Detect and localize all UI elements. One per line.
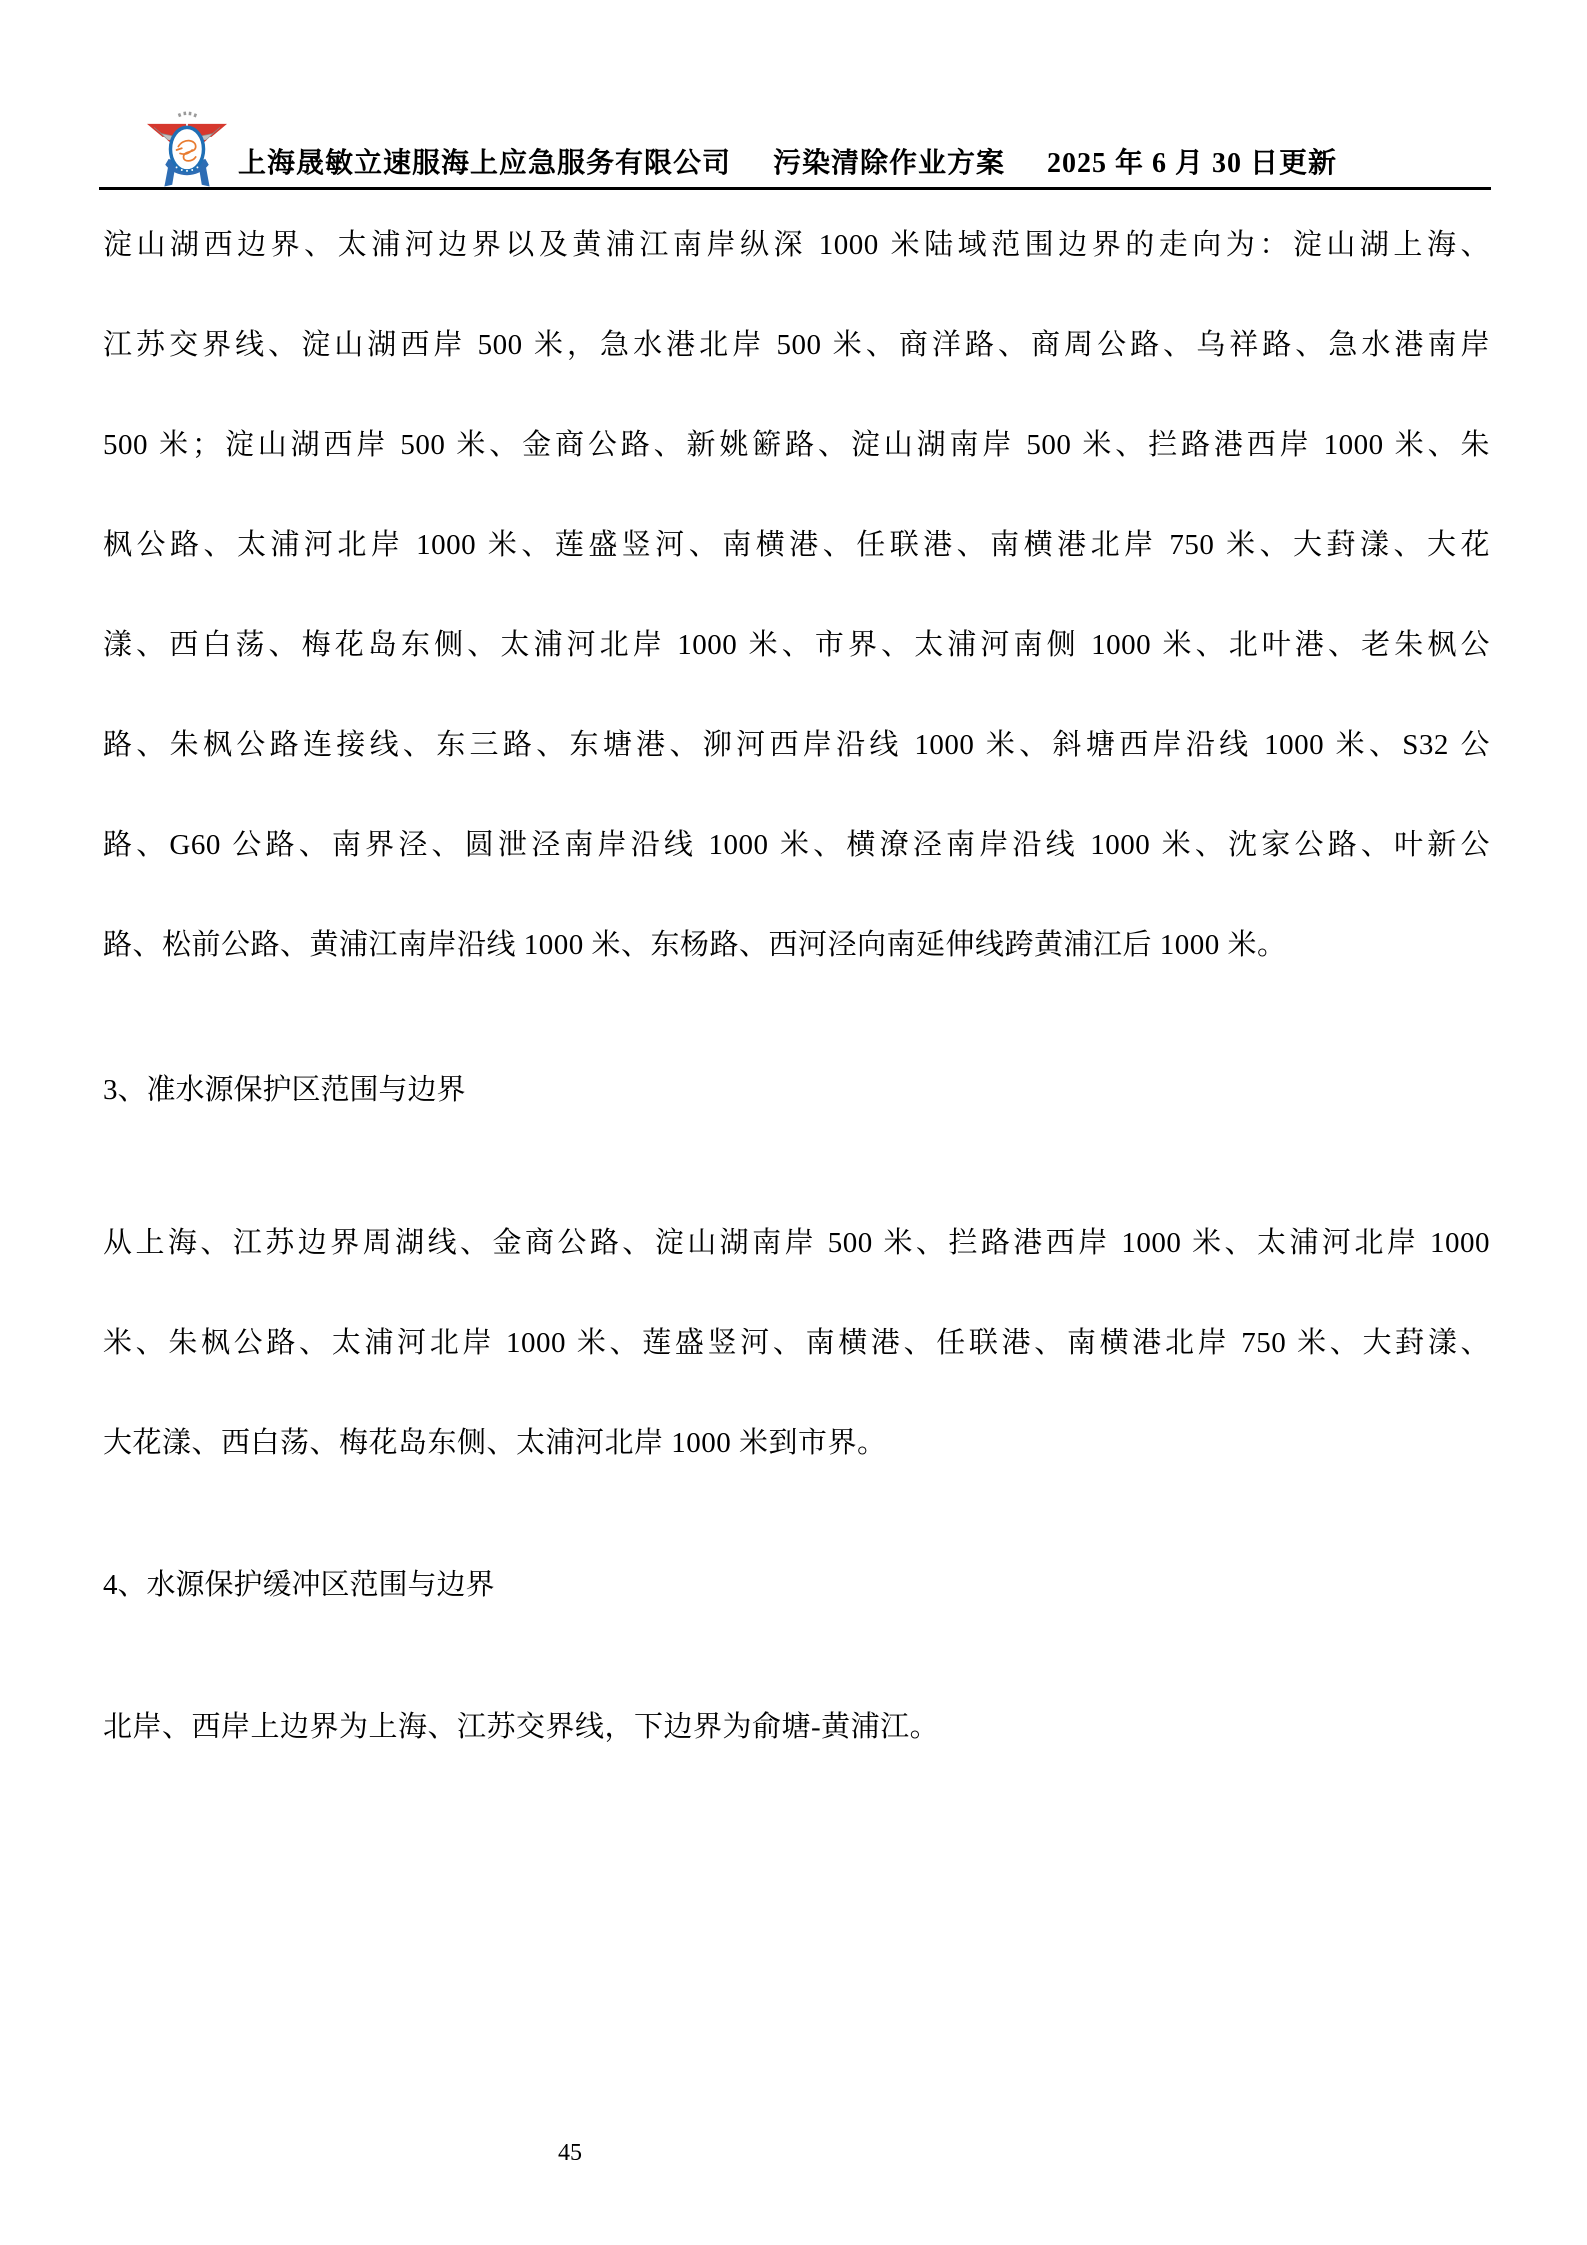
body-line: 漾、西白荡、梅花岛东侧、太浦河北岸 1000 米、市界、太浦河南侧 1000 米、北叶港、老朱枫公 (103, 629, 1490, 661)
header-divider-rule (99, 187, 1491, 190)
header-update-date: 2025 年 6 月 30 日更新 (1047, 148, 1338, 179)
section-heading-3: 3、准水源保护区范围与边界 (103, 1074, 466, 1106)
body-line: 路、G60 公路、南界泾、圆泄泾南岸沿线 1000 米、横潦泾南岸沿线 1000 米、沈家公路、叶新公 (103, 829, 1490, 861)
section-heading-4: 4、水源保护缓冲区范围与边界 (103, 1569, 495, 1601)
header-company-name: 上海晟敏立速服海上应急服务有限公司 (238, 148, 732, 179)
body-line: 江苏交界线、淀山湖西岸 500 米，急水港北岸 500 米、商洋路、商周公路、乌祥路、急水港南岸 (103, 329, 1490, 361)
body-line: 淀山湖西边界、太浦河边界以及黄浦江南岸纵深 1000 米陆域范围边界的走向为：淀山湖上海、 (103, 229, 1490, 261)
paragraph-quasi-protection-zone (103, 1224, 1490, 1524)
body-line: 大花漾、西白荡、梅花岛东侧、太浦河北岸 1000 米到市界。 (103, 1427, 887, 1459)
body-line: 路、松前公路、黄浦江南岸沿线 1000 米、东杨路、西河泾向南延伸线跨黄浦江后 1000 米。 (103, 929, 1287, 961)
page-header (238, 141, 1337, 181)
body-line: 枫公路、太浦河北岸 1000 米、莲盛竖河、南横港、任联港、南横港北岸 750 米、大葑漾、大花 (103, 529, 1490, 561)
body-line: 500 米；淀山湖西岸 500 米、金商公路、新姚簖路、淀山湖南岸 500 米、拦路港西岸 1000 米、朱 (103, 429, 1490, 461)
paragraph-boundary-description (103, 226, 1490, 1026)
paragraph-buffer-zone (103, 1708, 1490, 1808)
body-line: 北岸、西岸上边界为上海、江苏交界线，下边界为俞塘-黄浦江。 (103, 1711, 940, 1743)
company-badge-logo-icon (143, 110, 231, 190)
body-line: 米、朱枫公路、太浦河北岸 1000 米、莲盛竖河、南横港、任联港、南横港北岸 750 米、大葑漾、 (103, 1327, 1490, 1359)
page-number: 45 (558, 2140, 582, 2166)
body-line: 从上海、江苏边界周湖线、金商公路、淀山湖南岸 500 米、拦路港西岸 1000 米、太浦河北岸 1000 (103, 1227, 1490, 1259)
header-doc-title: 污染清除作业方案 (773, 148, 1006, 179)
body-line: 路、朱枫公路连接线、东三路、东塘港、泖河西岸沿线 1000 米、斜塘西岸沿线 1000 米、S32 公 (103, 729, 1490, 761)
